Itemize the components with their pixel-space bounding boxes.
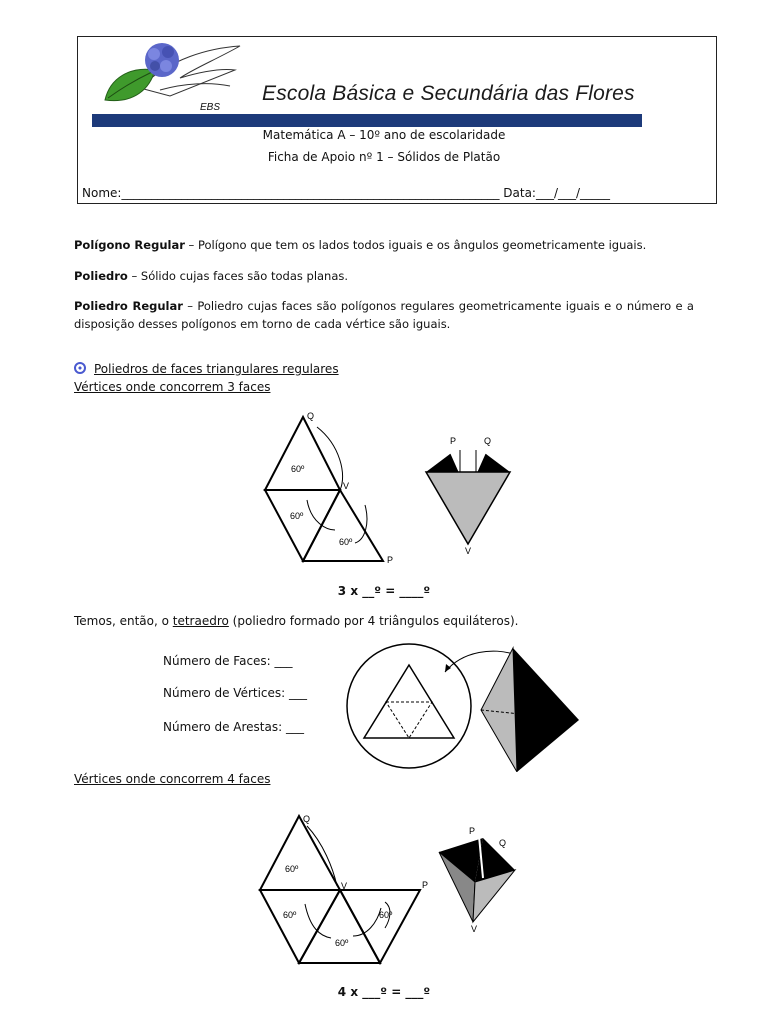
section-title: Poliedros de faces triangulares regulares	[94, 362, 339, 376]
svg-text:60º: 60º	[290, 511, 304, 521]
name-label: Nome:	[82, 186, 122, 200]
svg-text:V: V	[343, 481, 350, 491]
subsection-3-faces: Vértices onde concorrem 3 faces	[74, 380, 271, 394]
svg-text:60º: 60º	[285, 864, 299, 874]
svg-text:60º: 60º	[335, 938, 349, 948]
net-3-triangles	[255, 405, 405, 565]
svg-text:P: P	[450, 436, 457, 446]
name-date-line	[82, 186, 610, 200]
svg-text:Q: Q	[484, 436, 492, 446]
definition-regular-polygon: Polígono Regular – Polígono que tem os lados todos iguais e os ângulos geometricamente iguais.	[74, 238, 647, 252]
section-title-row	[74, 362, 339, 376]
svg-text:P: P	[469, 826, 476, 836]
school-name: Escola Básica e Secundária das Flores	[262, 82, 635, 105]
svg-text:P: P	[387, 555, 394, 565]
date-label: Data:	[503, 186, 536, 200]
subject-line: Matemática A – 10º ano de escolaridade	[262, 128, 506, 142]
tetrahedron-sentence: Temos, então, o tetraedro (poliedro formado por 4 triângulos equiláteros).	[74, 614, 519, 628]
svg-text:V: V	[341, 881, 348, 891]
svg-text:Q: Q	[303, 814, 311, 824]
vertices-count[interactable]: Número de Vértices: ___	[163, 686, 308, 700]
calc-4-faces: 4 x ___º = ___º	[337, 985, 431, 999]
svg-text:V: V	[465, 546, 472, 556]
svg-text:V: V	[471, 924, 478, 934]
tetrahedron-net-and-solid	[345, 640, 585, 772]
svg-text:Q: Q	[307, 411, 315, 421]
folding-tetrahedron-figure	[418, 432, 518, 562]
svg-text:60º: 60º	[291, 464, 305, 474]
logo-text-top: EBS	[200, 102, 221, 113]
folding-octahedron-figure	[435, 822, 525, 937]
svg-text:P: P	[422, 880, 429, 890]
date-field[interactable]: ___/___/_____	[535, 186, 611, 200]
svg-text:60º: 60º	[379, 910, 393, 920]
svg-text:Q: Q	[499, 838, 507, 848]
name-field[interactable]: _______________________________________________________________	[121, 186, 500, 200]
spiral-bullet-icon	[74, 362, 86, 374]
net-4-triangles	[255, 808, 435, 968]
sheet-title: Ficha de Apoio nº 1 – Sólidos de Platão	[267, 150, 501, 164]
svg-text:60º: 60º	[339, 537, 353, 547]
definition-polyhedron: Poliedro – Sólido cujas faces são todas planas.	[74, 269, 349, 283]
tetrahedron-term: tetraedro	[172, 614, 229, 628]
faces-count[interactable]: Número de Faces: ___	[163, 654, 293, 668]
edges-count[interactable]: Número de Arestas: ___	[163, 720, 304, 734]
definition-regular-polyhedron: Poliedro Regular – Poliedro cujas faces são polígonos regulares geometricamente iguais e o número e a disposição desses polígonos em torno de cada vértice são iguais.	[74, 299, 694, 331]
header-bar	[92, 114, 642, 127]
subsection-4-faces: Vértices onde concorrem 4 faces	[74, 772, 271, 786]
calc-3-faces: 3 x __º = ____º	[337, 584, 431, 598]
svg-text:60º: 60º	[283, 910, 297, 920]
